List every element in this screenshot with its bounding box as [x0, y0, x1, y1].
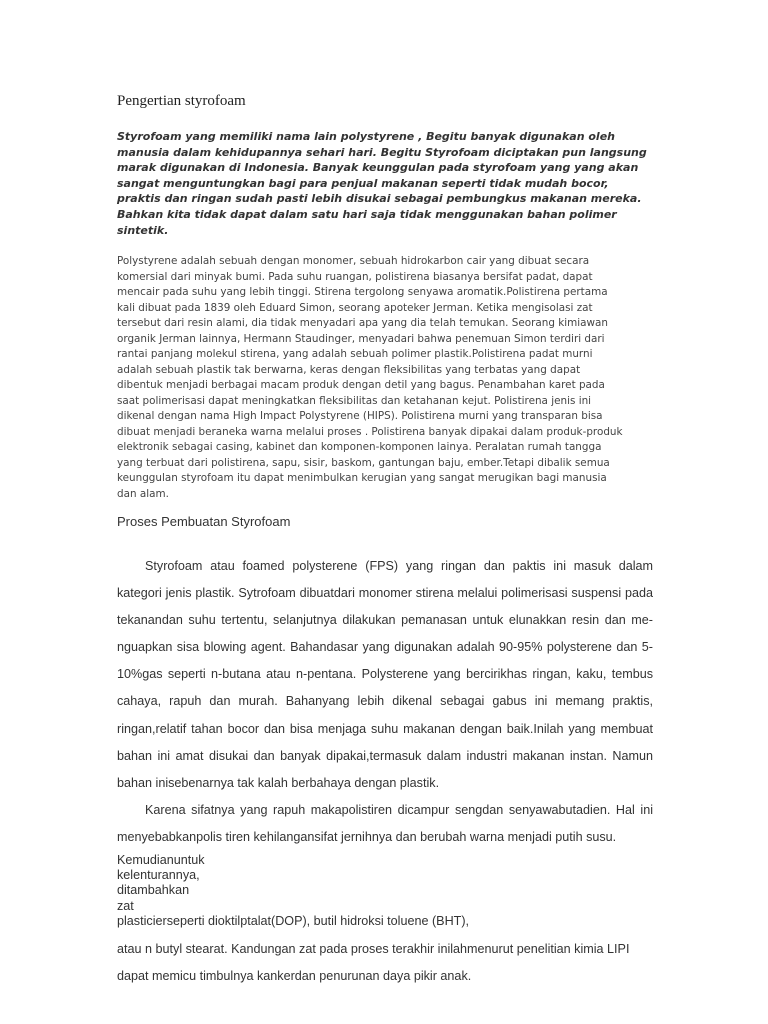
intro-paragraph: Styrofoam yang memiliki nama lain polystyrene , Begitu banyak digunakan oleh manusia dalam kehidupannya sehari hari. Begitu Styrofoam diciptakan pun langsung marak digunakan di Indonesia. Banyak keunggulan pada styrofoam yang yang akan sangat menguntungkan bagi para penjual makanan seperti tidak mudah bocor, praktis dan ringan sudah pasti lebih disukai sebagai pembungkus makanan mereka. Bahkan kita tidak dapat dalam satu hari saja tidak menggunakan bahan polimer sintetik.	[117, 130, 647, 237]
page-title: Pengertian styrofoam	[117, 93, 246, 109]
section-heading: Proses Pembuatan Styrofoam	[117, 514, 291, 529]
polystyrene-paragraph: Polystyrene adalah sebuah dengan monomer, sebuah hidrokarbon cair yang dibuat secara komersial dari minyak bumi. Pada suhu ruangan, polistirena biasanya bersifat padat, dapat mencair pada suhu yang lebih tinggi. Stirena tergolong senyawa aromatik.Polistirena pertama kali dibuat pada 1839 oleh Eduard Simon, seorang apoteker Jerman. Ketika mengisolasi zat tersebut dari resin alami, dia tidak menyadari apa yang dia telah temukan. Seorang kimiawan organik Jerman lainnya, Hermann Staudinger, menyadari bahwa penemuan Simon terdiri dari rantai panjang molekul stirena, yang adalah sebuah polimer plastik.Polistirena padat murni adalah sebuah plastik tak berwarna, keras dengan fleksibilitas yang terbatas yang dapat dibentuk menjadi berbagai macam produk dengan detil yang bagus. Penambahan karet pada saat polimerisasi dapat meningkatkan fleksibilitas dan ketahanan kejut. Polistirena jenis ini dikenal dengan nama High Impact Polystyrene (HIPS). Polistirena murni yang transparan bisa dibuat menjadi beraneka warna melalui proses . Polistirena banyak dipakai dalam produk-produk elektronik sebagai casing, kabinet dan komponen-komponen lainya. Peralatan rumah tangga yang terbuat dari polistirena, sapu, sisir, baskom, gantungan baju, ember.Tetapi dibalik semua keunggulan styrofoam itu dapat menimbulkan kerugian yang sangat merugikan bagi manusia dan alam.	[117, 255, 623, 500]
plasticizer-paragraph: Kemudianuntuk kelenturannya, ditambahkan zat plasticierseperti dioktilptalat(DOP), butil hidroksi toluene (BHT),	[117, 853, 470, 928]
process-paragraph: Styrofoam atau foamed polysterene (FPS) yang ringan dan paktis ini masuk dalam kategori jenis plastik. Sytrofoam dibuatdari monomer stirena melalui polimerisasi suspensi pada tekanandan suhu tertentu, selanjutnya dilakukan pemanasan untuk elunakkan resin dan me-nguapkan sisa blowing agent. Bahandasar yang digunakan adalah 90-95% polysterene dan 5-10%gas seperti n-butana atau n-pentana. Polysterene yang bercirikhas ringan, kaku, tembus cahaya, rapuh dan murah. Bahanyang lebih dikenal sebagai gabus ini memang praktis, ringan,relatif tahan bocor dan bisa menjaga suhu makanan dengan baik.Inilah yang membuat bahan ini amat disukai dan banyak dipakai,termasuk dalam industri makanan instan. Namun bahan inisebenarnya tak kalah berbahaya dengan plastik.	[117, 559, 653, 790]
butadiene-paragraph: Karena sifatnya yang rapuh makapolistiren dicampur sengdan senyawabutadien. Hal ini menyebabkanpolis tiren kehilangansifat jernihnya dan berubah warna menjadi putih susu.	[117, 803, 653, 845]
stearate-paragraph: atau n butyl stearat. Kandungan zat pada proses terakhir inilahmenurut penelitian kimia LIPI dapat memicu timbulnya kankerdan penurunan daya pikir anak.	[117, 942, 630, 984]
